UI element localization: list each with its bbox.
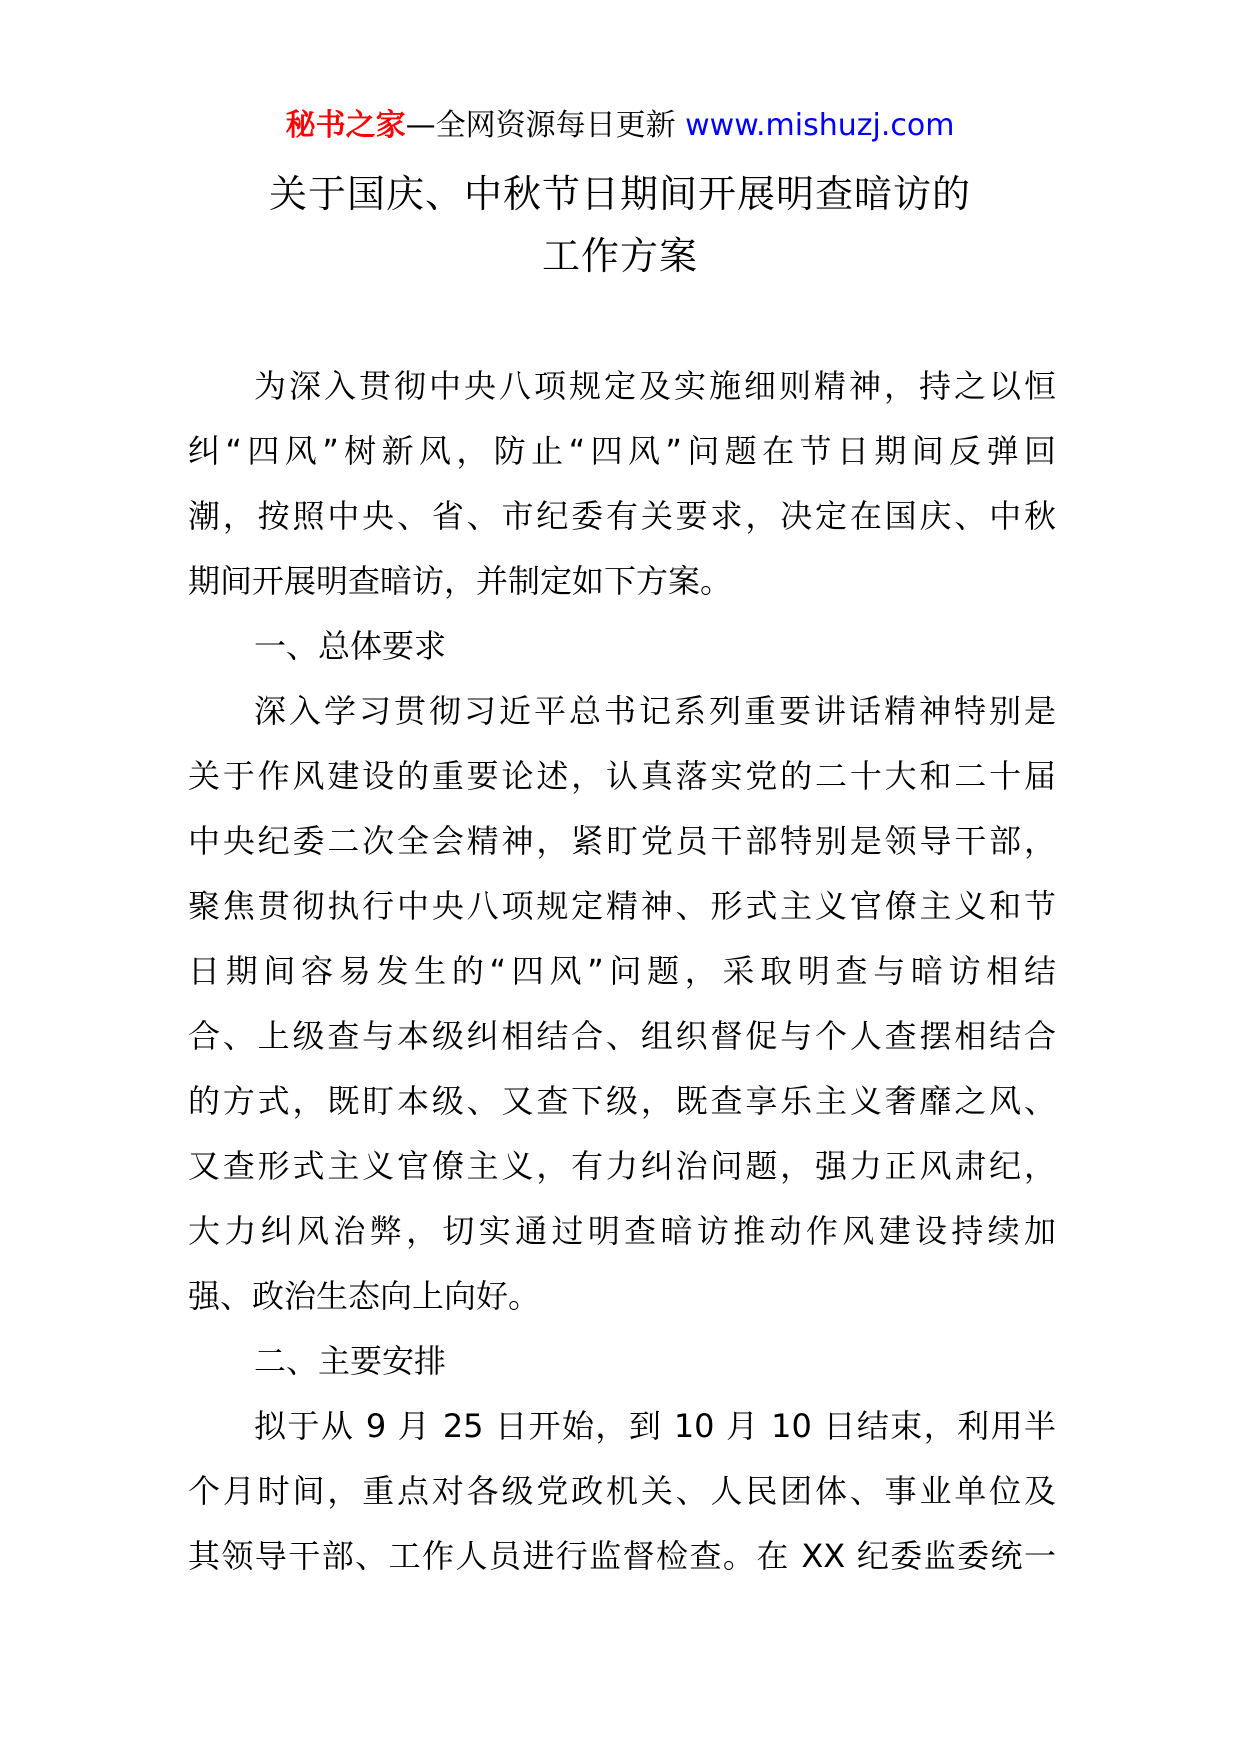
body-line: 又查形式主义官僚主义，有力纠治问题，强力正风肃纪， [188, 1147, 1056, 1185]
watermark-header [0, 104, 1240, 148]
body-line: 拟于从 9 月 25 日开始，到 10 月 10 日结束，利用半 [254, 1407, 1056, 1445]
body-line: 日期间容易发生的“四风”问题，采取明查与暗访相结 [188, 952, 1056, 990]
site-url: www.mishuzj.com [685, 108, 955, 143]
body-line: 中央纪委二次全会精神，紧盯党员干部特别是领导干部， [188, 822, 1056, 860]
section-heading: 二、主要安排 [254, 1342, 447, 1380]
body-line: 其领导干部、工作人员进行监督检查。在 XX 纪委监委统一 [188, 1537, 1056, 1575]
body-line: 合、上级查与本级纠相结合、组织督促与个人查摆相结合 [188, 1017, 1056, 1055]
body-line: 为深入贯彻中央八项规定及实施细则精神，持之以恒 [254, 367, 1056, 405]
body-line: 潮，按照中央、省、市纪委有关要求，决定在国庆、中秋 [188, 497, 1056, 535]
body-line: 聚焦贯彻执行中央八项规定精神、形式主义官僚主义和节 [188, 887, 1056, 925]
brand-name: 秘书之家 [285, 108, 406, 143]
header-slogan: —全网资源每日更新 [405, 108, 676, 143]
body-line: 关于作风建设的重要论述，认真落实党的二十大和二十届 [188, 757, 1056, 795]
body-line: 强、政治生态向上向好。 [188, 1277, 541, 1315]
body-line: 深入学习贯彻习近平总书记系列重要讲话精神特别是 [254, 692, 1056, 730]
body-line: 个月时间，重点对各级党政机关、人民团体、事业单位及 [188, 1472, 1056, 1510]
section-heading: 一、总体要求 [254, 627, 447, 665]
body-line: 的方式，既盯本级、又查下级，既查享乐主义奢靡之风、 [188, 1082, 1056, 1120]
document-body [188, 354, 1056, 1589]
body-line: 大力纠风治弊，切实通过明查暗访推动作风建设持续加 [188, 1212, 1056, 1250]
document-title-line-2: 工作方案 [541, 234, 698, 278]
document-title-line-1: 关于国庆、中秋节日期间开展明查暗访的 [268, 172, 971, 216]
body-line: 纠“四风”树新风，防止“四风”问题在节日期间反弹回 [188, 432, 1056, 470]
body-line: 期间开展明查暗访，并制定如下方案。 [188, 562, 733, 600]
